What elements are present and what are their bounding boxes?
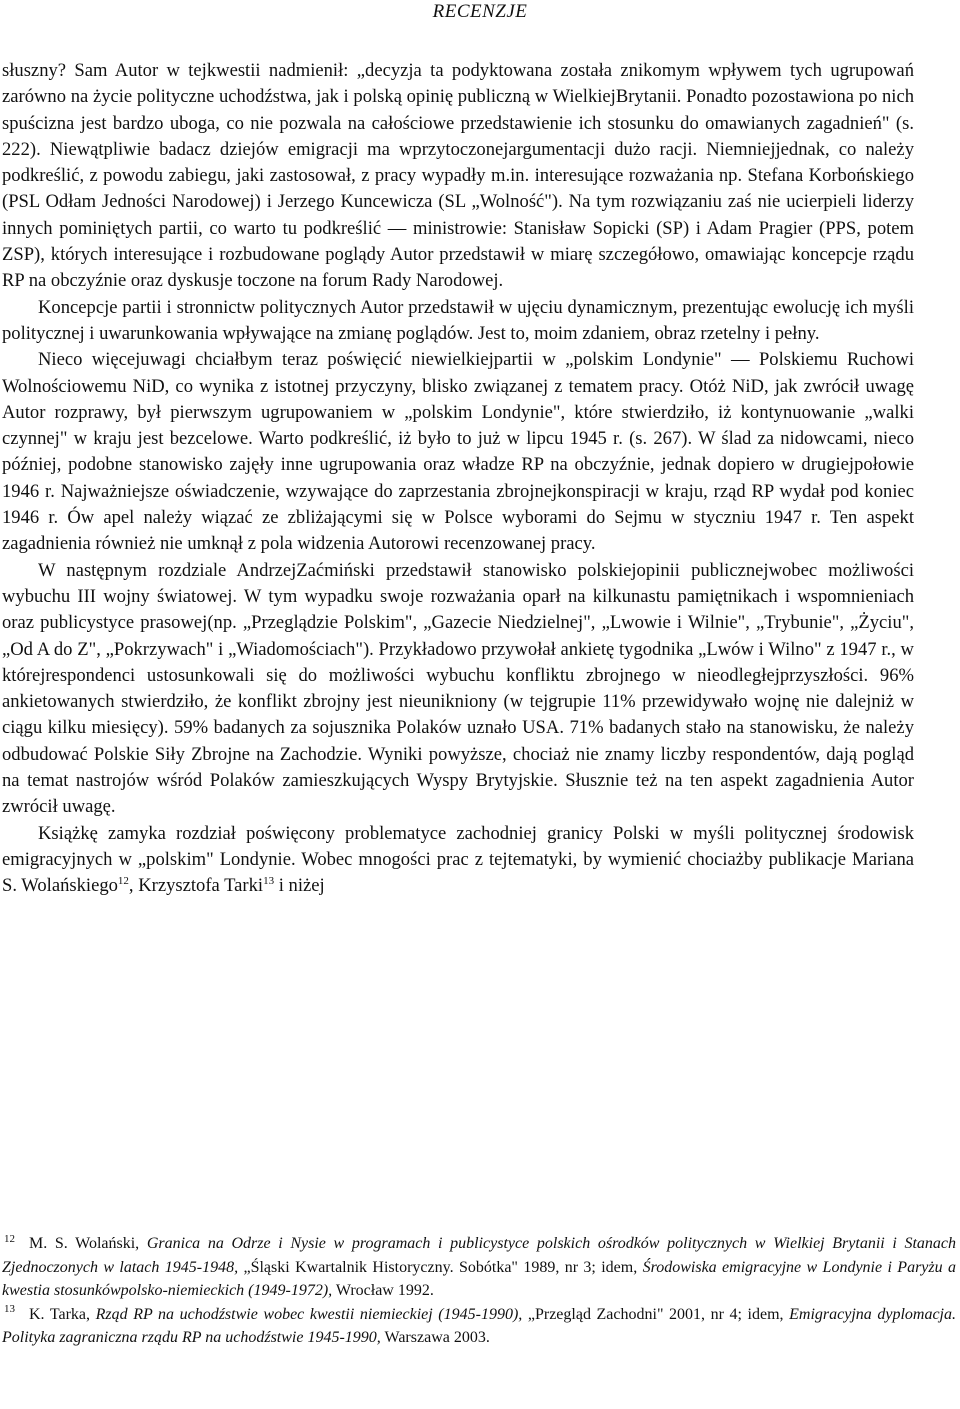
- footnote-ref-13[interactable]: 13: [263, 875, 275, 888]
- paragraph-3: Nieco więcejuwagi chciałbym teraz poświęcić niewielkiejpartii w „polskim Londynie" — Polskiemu Ruchowi Wolnościowemu NiD, co wynika z istotnej przyczyny, blisko związanej z tematem pracy. Otóż NiD, jak zwrócił uwagę Autor rozprawy, był pierwszym ugrupowaniem w „polskim Londynie", które stwierdziło, iż kontynuowanie „walki czynnej" w kraju jest bezcelowe. Warto podkreślić, iż było to już w lipcu 1945 r. (s. 267). W ślad za nidowcami, nieco później, podobne stanowisko zajęły inne ugrupowania oraz władze RP na obczyźnie, jednak dopiero w drugiejpołowie 1946 r. Najważniejsze oświadczenie, wzywające do zaprzestania zbrojnejkonspiracji w kraju, rząd RP wydał pod koniec 1946 r. Ów apel należy wiązać ze zbliżającymi się w Polsce wyborami do Sejmu w styczniu 1947 r. Ten aspekt zagadnienia również nie umknął z pola widzenia Autorowi recenzowanej pracy.: [2, 349, 914, 555]
- footnote-title: Środowiska emigracyjne w Londynie i Paryżu a kwestia stosunkówpolsko-niemieckich (1949-1972),: [2, 1258, 956, 1300]
- footnotes: [2, 1232, 956, 1350]
- paragraph-5-text-c: i niżej: [274, 875, 325, 897]
- footnote-title: Rząd RP na uchodźstwie wobec kwestii niemieckiej (1945-1990),: [95, 1305, 523, 1323]
- paragraph-5: [2, 821, 914, 900]
- footnote-title: Emigracyjna dyplomacja. Polityka zagraniczna rządu RP na uchodźstwie 1945-1990,: [2, 1305, 956, 1347]
- footnote-text: M. S. Wolański,: [29, 1235, 147, 1252]
- footnote-number: 12: [4, 1232, 15, 1245]
- footnote-text: K. Tarka,: [29, 1305, 96, 1323]
- footnote-text: „Przegląd Zachodni" 2001, nr 4; idem,: [522, 1305, 790, 1323]
- paragraph-5-text-b: , Krzysztofa Tarki: [128, 875, 264, 897]
- paragraph-5-text-a: Książkę zamyka rozdział poświęcony problematyce zachodniej granicy Polski w myśli politycznej środowisk emigracyjnych w „polskim" Londynie. Wobec mnogości prac z tejtematyki, by wymienić chociażby publikacje Mariana S. Wolańskiego: [2, 822, 914, 897]
- footnote-ref-12[interactable]: 12: [117, 875, 129, 888]
- footnote-13: [2, 1303, 956, 1350]
- main-text: [2, 58, 914, 900]
- footnote-12: [2, 1232, 956, 1303]
- footnote-text: „Śląski Kwartalnik Historyczny. Sobótka" 1989, nr 3; idem,: [238, 1258, 643, 1276]
- paragraph-2: Koncepcje partii i stronnictw politycznych Autor przedstawił w ujęciu dynamicznym, prezentując ewolucję ich myśli politycznej i uwarunkowania wpływające na zmianę poglądów. Jest to, moim zdaniem, obraz rzetelny i pełny.: [2, 296, 914, 344]
- paragraph-1: słuszny? Sam Autor w tejkwestii nadmienił: „decyzja ta podyktowana została znikomym wpływem tych ugrupowań zarówno na życie polityczne uchodźstwa, jak i polską opinię publiczną w WielkiejBrytanii. Ponadto pozostawiona po nich spuścizna jest bardzo uboga, co nie pozwala na całościowe przedstawienie ich stosunku do omawianych zagadnień" (s. 222). Niewątpliwie badacz dziejów emigracji ma wprzytoczonejargumentacji dużo racji. Niemniejjednak, co należy podkreślić, z powodu zabiegu, jaki zastosował, z pracy wypadły m.in. interesujące rozważania np. Stefana Korbońskiego (PSL Odłam Jedności Narodowej) i Jerzego Kuncewicza (SL „Wolność"). Na tym rozwiązaniu zaś nie ucierpieli liderzy innych pominiętych partii, co warto tu podkreślić — ministrowie: Stanisław Sopicki (SP) i Adam Pragier (PPS, potem ZSP), których interesujące i rozbudowane poglądy Autor przedstawił w miarę szczegółowo, omawiając koncepcje rządu RP na obczyźnie oraz dyskusje toczone na forum Rady Narodowej.: [2, 60, 914, 292]
- footnote-title: Granica na Odrze i Nysie w programach i publicystyce polskich ośrodków politycznych w Wielkiej Brytanii i Stanach Zjednoczonych w latach 1945-1948,: [2, 1235, 957, 1276]
- paragraph-4: W następnym rozdziale AndrzejZaćmiński przedstawił stanowisko polskiejopinii publicznejwobec możliwości wybuchu III wojny światowej. W tym wypadku swoje rozważania oparł na kilkunastu pamiętnikach i wspomnieniach oraz publicystyce prasowej(np. „Przeglądzie Polskim", „Gazecie Niedzielnej", „Lwowie i Wilnie", „Trybunie", „Życiu", „Od A do Z", „Pokrzywach" i „Wiadomościach"). Przykładowo przywołał ankietę tygodnika „Lwów i Wilno" z 1947 r., w którejrespondenci ustosunkowali się do możliwości wybuchu konfliktu zbrojnego w nieodległejprzyszłości. 96% ankietowanych stwierdziło, że konflikt zbrojny jest nieunikniony (w tejgrupie 11% przewidywało wojnę nie dalejniż w ciągu kilku miesięcy). 59% badanych za sojusznika Polaków uznało USA. 71% badanych stało na stanowisku, że należy odbudować Polskie Siły Zbrojne na Zachodzie. Wyniki powyższe, chociaż nie znamy liczby respondentów, dają pogląd na temat nastrojów wśród Polaków zamieszkujących Wyspy Brytyjskie. Słusznie też na ten aspekt zagadnienia Autor zwrócił uwagę.: [2, 559, 914, 818]
- footnote-text: Wrocław 1992.: [332, 1282, 434, 1300]
- running-head: RECENZJE: [432, 1, 528, 22]
- footnote-number: 13: [4, 1303, 15, 1316]
- footnote-text: Warszawa 2003.: [380, 1329, 490, 1347]
